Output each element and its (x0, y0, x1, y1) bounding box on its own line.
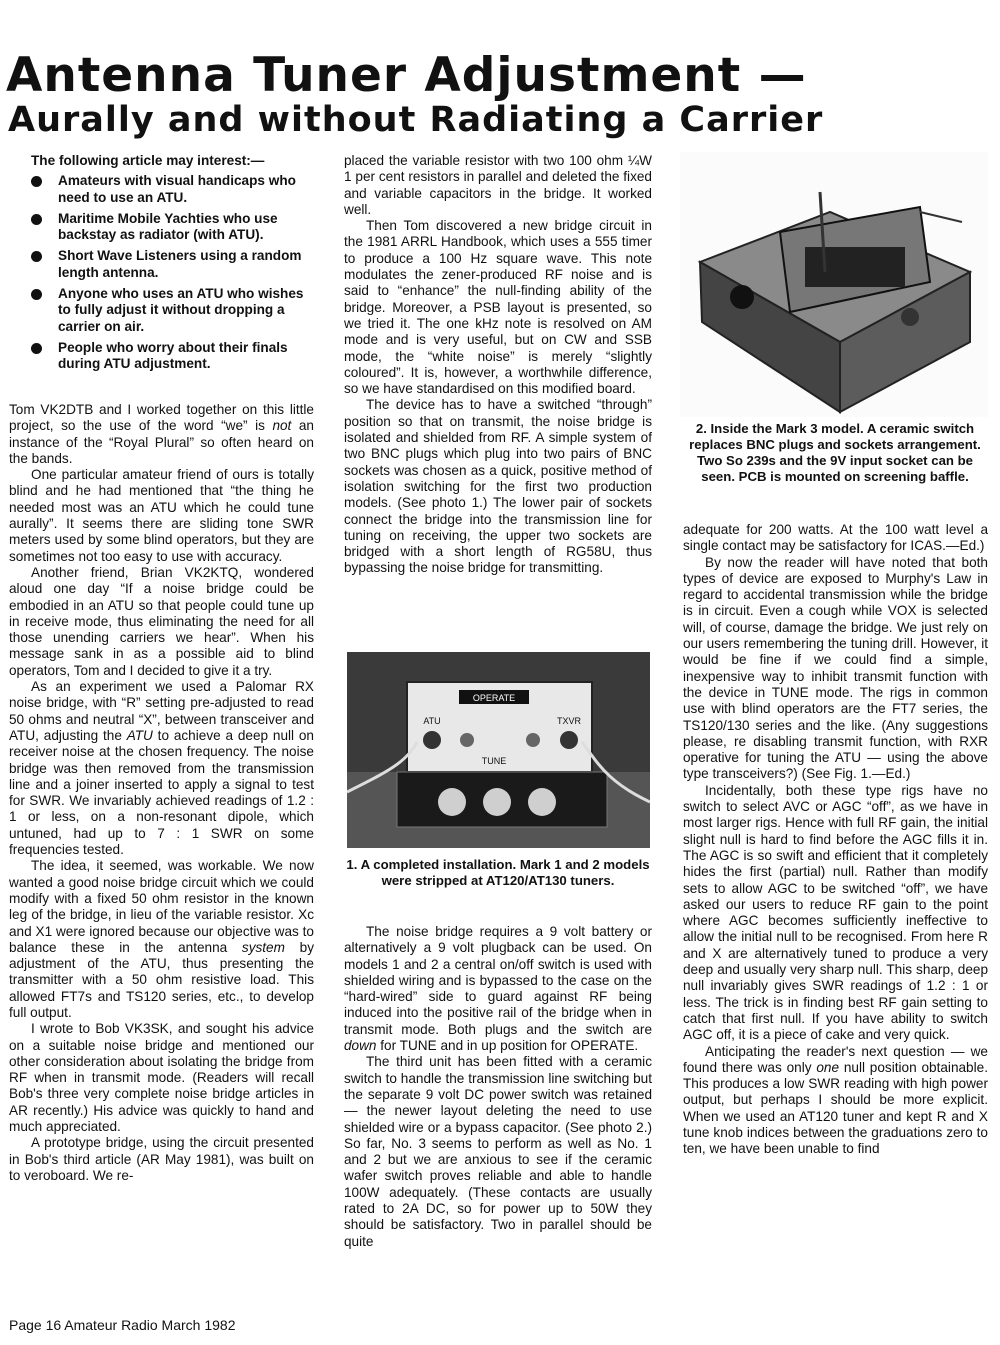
body-column-3 (683, 522, 988, 1158)
paragraph: Another friend, Brian VK2KTQ, wondered aloud one day “If a noise bridge could be embodied in an ATU so that people could tune up in receive mode, thus eliminating the need for all those unending carriers we hear”. When his message sank in as a possible aid to blind operators, Tom and I decided to give it a try. (9, 564, 314, 678)
paragraph: As an experiment we used a Palomar RX noise bridge, with “R” setting pre-adjusted to read 50 ohms and neutral “X”, between transceiver and ATU, adjusting the ATU to achieve a deep null on receiver noise at the chosen frequency. The noise bridge was then removed from the transmission line and a joiner inserted to apply a signal to test for SWR. We invariably achieved readings of 1.2 : 1 or less, on a non-resonant dipole, which untuned, had up to 7 : 1 SWR on some frequencies tested. (9, 679, 314, 858)
paragraph: The noise bridge requires a 9 volt battery or alternatively a 9 volt plugback can be used. On models 1 and 2 a central on/off switch is used with shielded wiring and is bypassed to the case on the “hard-wired” side to guard against RF being induced into the positive rail of the bridge when in transmit mode. Both plugs and the switch are down for TUNE and in up position for OPERATE. (344, 924, 652, 1054)
body-column-2-lower (344, 924, 652, 1250)
photo-mark3-inside (680, 152, 988, 417)
bullet-icon (31, 289, 42, 300)
body-column-2 (344, 153, 652, 577)
body-column-1 (9, 402, 314, 1184)
article-subtitle: Aurally and without Radiating a Carrier (8, 100, 824, 140)
intro-bullet: Short Wave Listeners using a random length antenna. (31, 248, 316, 281)
article-title: Antenna Tuner Adjustment — (6, 48, 807, 103)
paragraph: Incidentally, both these type rigs have no switch to select AVC or AGC “off”, as we have in most larger rigs. Hence with full RF gain, the initial slight null is hard to find before the AGC fills it in. The AGC is so swift and efficient that it completely hides the first (partial) null. Rather than modify sets to allow AGC to be switched “off”, we have asked our users to reduce RF gain to the point where AGC becomes sufficiently ineffective to allow the initial null to be recognised. From here R and X are alternatively tuned to produce a very deep and usually very sharp null. This sharp, deep null invariably gives SWR readings of 1.2 : 1 or less. The trick is in finding best RF gain setting to catch that first null. If you have ability to switch AGC off, it is a piece of cake and very quick. (683, 782, 988, 1043)
intro-bullet: Maritime Mobile Yachties who use backstay as radiator (with ATU). (31, 211, 316, 244)
paragraph: A prototype bridge, using the circuit presented in Bob's third article (AR May 1981), was built on to veroboard. We re- (9, 1135, 314, 1183)
intro-heading: The following article may interest:— (31, 153, 265, 168)
bullet-icon (31, 176, 42, 187)
paragraph: Then Tom discovered a new bridge circuit in the 1981 ARRL Handbook, which uses a 555 timer to produce a 100 Hz square wave. This note modulates the zener-produced RF noise and is said to “enhance” the null-finding ability of the bridge. Moreover, a PSB layout is presented, so we tried it. The one kHz note is resolved on AM mode and is very useful, but on CW and SSB mode, the “white noise” is merely “slightly coloured”. It is, however, a worthwhile difference, so we have standardised on this modified board. (344, 218, 652, 397)
intro-bullet: People who worry about their finals during ATU adjustment. (31, 340, 316, 373)
paragraph: I wrote to Bob VK3SK, and sought his advice on a suitable noise bridge and mentioned our other consideration about isolating the bridge from RF when in transmit mode. (Readers will recall Bob's three very complete noise bridge articles in AR recently.) His advice was quickly to hand and much appreciated. (9, 1021, 314, 1135)
paragraph: The device has to have a switched “through” position so that on transmit, the noise bridge is isolated and shielded from RF. A simple system of two BNC plugs which plug into two pairs of BNC sockets was chosen as a quick, positive method of isolation switching for the first two production models. (See photo 1.) The lower pair of sockets connect the bridge into the transmission line for tuning on receiving, the upper two sockets are bridged with a short length of RG58U, thus bypassing the noise bridge for transmitting. (344, 397, 652, 576)
tuner-unit-illustration (347, 652, 650, 848)
bullet-icon (31, 343, 42, 354)
bullet-icon (31, 214, 42, 225)
intro-bullet: Amateurs with visual handicaps who need to use an ATU. (31, 173, 316, 206)
photo-2-caption: 2. Inside the Mark 3 model. A ceramic switch replaces BNC plugs and sockets arrangement. Two So 239s and the 9V input socket can be seen. PCB is mounted on screening baffle. (689, 421, 981, 484)
paragraph: One particular amateur friend of ours is totally blind and he had mentioned that “the thing he needed most was an ATU which he could tune aurally”. It seems there are sliding tone SWR meters used by some blind operators, but they are sometimes not too easy to use with accuracy. (9, 467, 314, 564)
tune-label: TUNE (481, 756, 507, 766)
paragraph: By now the reader will have noted that both types of device are exposed to Murphy's Law in regard to accidental transmission while the bridge is in circuit. Even a cough while VOX is selected will, of course, damage the bridge. We just rely on our users remembering the tuning drill. However, it would be fine if we could find a simple, inexpensive way to inhibit transmit function with the device in TUNE mode. The rigs in common use with blind operators are the FT7 series, the TS120/130 series and the like. (Any suggestions please, re disabling transmit function, with RXR operative for tuning the ATU — using the above type transceivers?) (See Fig. 1.—Ed.) (683, 554, 988, 782)
intro-box (31, 153, 316, 378)
paragraph: Tom VK2DTB and I worked together on this little project, so the use of the word “we” is not an instance of the “Royal Plural” so often heard on the bands. (9, 402, 314, 466)
page-footer: Page 16 Amateur Radio March 1982 (9, 1317, 236, 1333)
paragraph: adequate for 200 watts. At the 100 watt level a single contact may be satisfactory for ICAS.—Ed.) (683, 522, 988, 554)
atu-label: ATU (423, 716, 441, 726)
bullet-icon (31, 251, 42, 262)
mark3-unit-illustration (680, 152, 988, 417)
txvr-label: TXVR (556, 716, 582, 726)
paragraph: The idea, it seemed, was workable. We now wanted a good noise bridge circuit which we could modify with a fixed 50 ohm resistor in the known leg of the bridge, in lieu of the variable resistor. Xc and X1 were ignored because our objective was to balance these in the antenna system by adjustment of the ATU, thus presenting the transmitter with a 50 ohm resistive load. This allowed FT7s and TS120 series, etc., to develop full output. (9, 858, 314, 1020)
paragraph: Anticipating the reader's next question — we found there was only one null position obtainable. This produces a low SWR reading with high power output, but perhaps I should be more explicit. When we used an AT120 tuner and kept R and X tune knob indices between the graduations zero to ten, we have been unable to find (683, 1043, 988, 1157)
photo-completed-installation (347, 652, 650, 848)
intro-bullet: Anyone who uses an ATU who wishes to fully adjust it without dropping a carrier on air. (31, 286, 316, 335)
paragraph: The third unit has been fitted with a ceramic switch to handle the transmission line switching but the separate 9 volt DC power switch was retained — the newer layout deleting the need to use shielded wire or a bypass capacitor. (See photo 2.) So far, No. 3 seems to perform as well as No. 1 and 2 but we are anxious to see if the ceramic wafer switch proves reliable and able to handle 100W adequately. (These contacts are usually rated to 2A DC, so for power up to 50W they should be satisfactory. Two in parallel should be quite (344, 1054, 652, 1249)
paragraph: placed the variable resistor with two 100 ohm ¼W 1 per cent resistors in parallel and deleted the fixed and variable capacitors in the bridge. It worked well. (344, 153, 652, 217)
operate-label: OPERATE (472, 693, 516, 703)
photo-1-caption: 1. A completed installation. Mark 1 and 2 models were stripped at AT120/AT130 tuners. (346, 857, 650, 888)
